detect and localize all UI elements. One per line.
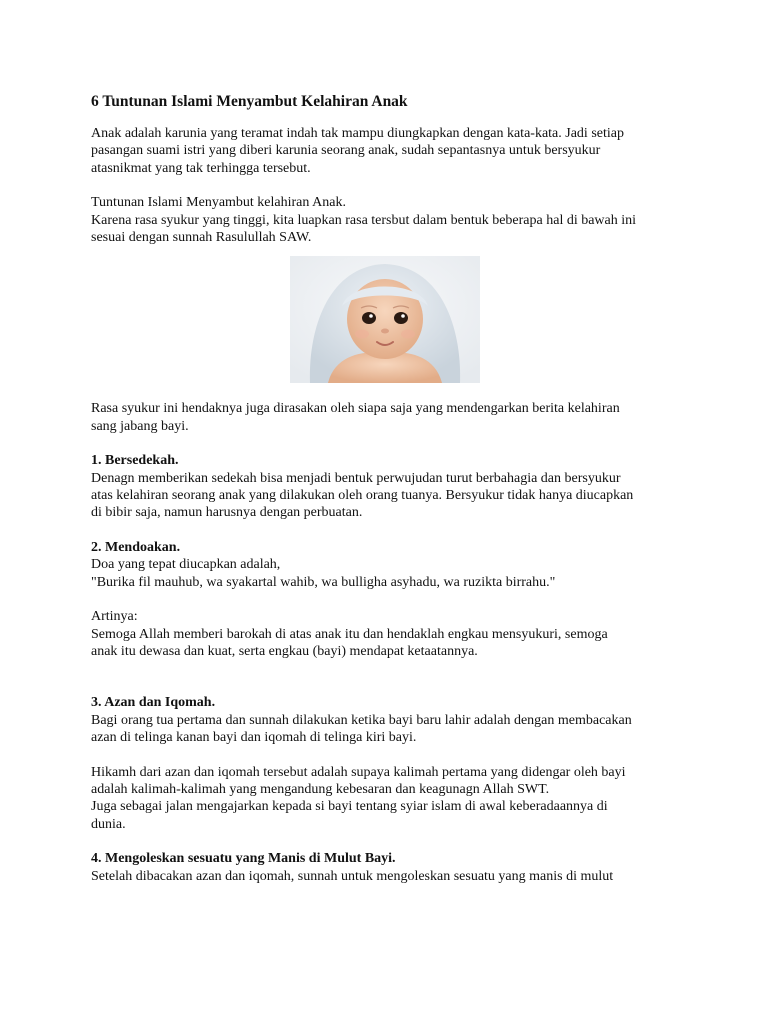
intro-line: pasangan suami istri yang diberi karunia seorang anak, sudah sepantasnya untuk bersyukur: [91, 143, 601, 159]
subintro-line: Tuntunan Islami Menyambut kelahiran Anak.: [91, 195, 346, 211]
section-heading: 2. Mendoakan.: [91, 539, 181, 555]
after-photo-line: sang jabang bayi.: [91, 418, 189, 434]
section-line: azan di telinga kanan bayi dan iqomah di telinga kiri bayi.: [91, 730, 417, 746]
meaning-line: Semoga Allah memberi barokah di atas anak itu dan hendaklah engkau mensyukuri, semoga: [91, 626, 608, 642]
subintro-line: Karena rasa syukur yang tinggi, kita luapkan rasa tersbut dalam bentuk beberapa hal di bawah ini: [91, 212, 637, 228]
baby-illustration: [290, 256, 480, 383]
hikmah-line: Juga sebagai jalan mengajarkan kepada si bayi tentang syiar islam di awal keberadaannya di: [91, 799, 608, 815]
hikmah-line: adalah kalimah-kalimah yang mengandung kebesaran dan keagunagn Allah SWT.: [91, 781, 550, 797]
baby-photo: [290, 256, 480, 383]
section-line: Denagn memberikan sedekah bisa menjadi bentuk perwujudan turut berbahagia dan bersyukur: [91, 470, 621, 486]
section-heading: 3. Azan dan Iqomah.: [91, 695, 216, 711]
section-line: Bagi orang tua pertama dan sunnah dilakukan ketika bayi baru lahir adalah dengan membacakan: [91, 712, 632, 728]
section-line: atas kelahiran seorang anak yang dilakukan oleh orang tuanya. Bersyukur tidak hanya diucapkan: [91, 488, 634, 504]
page-title: 6 Tuntunan Islami Menyambut Kelahiran Anak: [91, 93, 408, 110]
document-content: [91, 93, 691, 885]
hikmah-line: Hikamh dari azan dan iqomah tersebut adalah supaya kalimah pertama yang didengar oleh bayi: [91, 764, 626, 780]
section-line: di bibir saja, namun harusnya dengan perbuatan.: [91, 505, 363, 521]
section-heading: 1. Bersedekah.: [91, 453, 179, 469]
prayer-text: "Burika fil mauhub, wa syakartal wahib, wa bulligha asyhadu, wa ruzikta birrahu.": [91, 574, 556, 590]
hikmah-line: dunia.: [91, 816, 126, 832]
section-line: Setelah dibacakan azan dan iqomah, sunnah untuk mengoleskan sesuatu yang manis di mulut: [91, 868, 614, 884]
meaning-label: Artinya:: [91, 609, 138, 625]
intro-line: Anak adalah karunia yang teramat indah tak mampu diungkapkan dengan kata-kata. Jadi setiap: [91, 126, 624, 141]
meaning-line: anak itu dewasa dan kuat, serta engkau (bayi) mendapat ketaatannya.: [91, 643, 478, 659]
section-heading: 4. Mengoleskan sesuatu yang Manis di Mulut Bayi.: [91, 851, 396, 867]
intro-line: atasnikmat yang tak terhingga tersebut.: [91, 160, 311, 176]
section-line: Doa yang tepat diucapkan adalah,: [91, 557, 281, 573]
subintro-line: sesuai dengan sunnah Rasulullah SAW.: [91, 230, 312, 246]
after-photo-line: Rasa syukur ini hendaknya juga dirasakan oleh siapa saja yang mendengarkan berita kelahiran: [91, 401, 620, 417]
